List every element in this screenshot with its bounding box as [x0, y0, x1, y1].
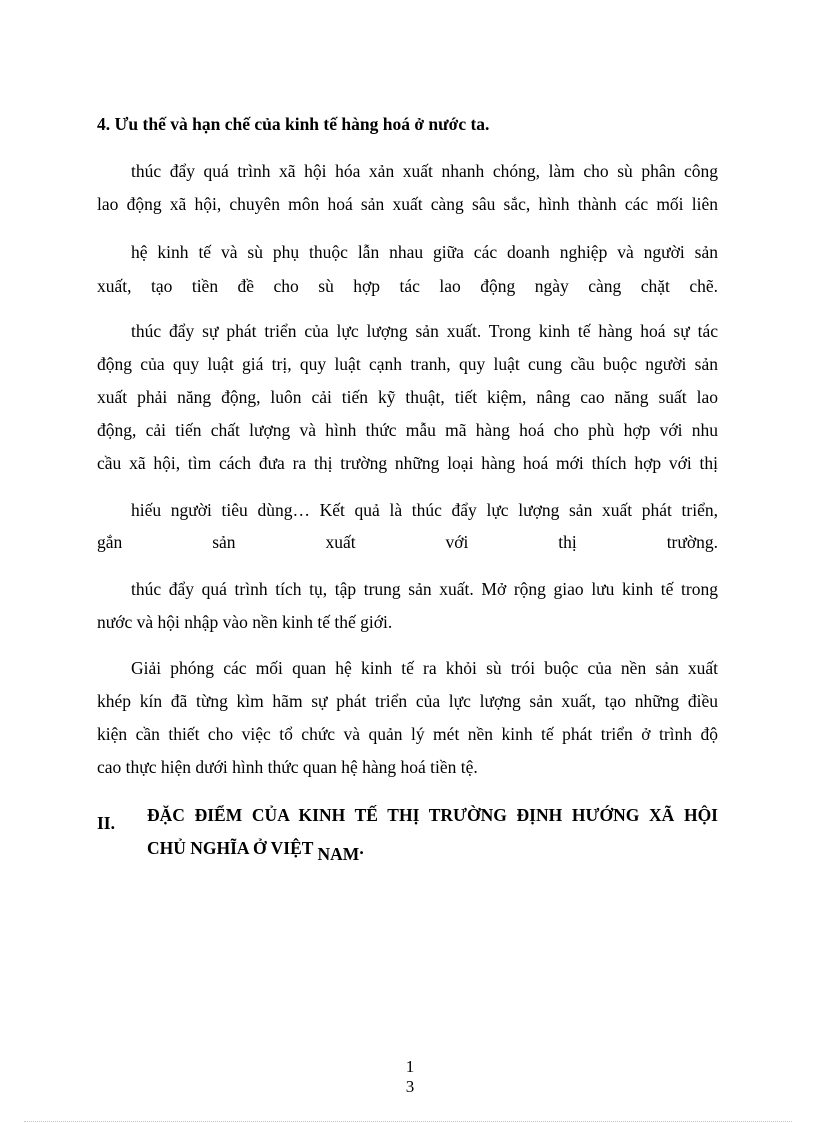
section-2-title-part-b: NAM: [317, 844, 360, 864]
para1-line4: xuất, tạo tiền đề cho sù hợp tác lao động ngày càng chặt chẽ.: [97, 276, 718, 296]
page-number-bottom: 3: [405, 1077, 415, 1096]
para2-line7: gắn sản xuất với thị trường.: [97, 532, 718, 552]
para2-line3: xuất phải năng động, luôn cải tiến kỹ thuật, tiết kiệm, nâng cao năng suất lao: [97, 387, 718, 407]
para2-line6: hiếu người tiêu dùng… Kết quả là thúc đẩy lực lượng sản xuất phát triển,: [131, 500, 718, 520]
para2-line4: động, cải tiến chất lượng và hình thức mẫu mã hàng hoá cho phù hợp với nhu: [97, 420, 718, 440]
section-2-title-part-c: .: [359, 838, 364, 858]
para1-line2: lao động xã hội, chuyên môn hoá sản xuất càng sâu sắc, hình thành các mối liên: [97, 194, 718, 214]
page-footer-divider: [24, 1121, 792, 1122]
section-4-heading: 4. Ưu thế và hạn chế của kinh tế hàng hoá ở nước ta.: [97, 114, 490, 134]
para4-line3: kiện cần thiết cho việc tổ chức và quản lý mét nền kinh tế phát triển ở trình độ: [97, 724, 718, 744]
para2-line5: cầu xã hội, tìm cách đưa ra thị trường những loại hàng hoá mới thích hợp với thị: [97, 453, 718, 473]
para1-line3: hệ kinh tế và sù phụ thuộc lẫn nhau giữa các doanh nghiệp và người sản: [131, 242, 718, 262]
para4-line1: Giải phóng các mối quan hệ kinh tế ra khỏi sù trói buộc của nền sản xuất: [131, 658, 718, 678]
para2-line2: động của quy luật giá trị, quy luật cạnh tranh, quy luật cung cầu buộc người sản: [97, 354, 718, 374]
section-2-title-line1: ĐẶC ĐIỂM CỦA KINH TẾ THỊ TRƯỜNG ĐỊNH HƯỚNG XÃ HỘI: [147, 805, 718, 825]
para3-line1: thúc đẩy quá trình tích tụ, tập trung sản xuất. Mở rộng giao lưu kinh tế trong: [131, 579, 718, 599]
para2-line1: thúc đẩy sự phát triển của lực lượng sản xuất. Trong kinh tế hàng hoá sự tác: [131, 321, 718, 341]
section-2-title-part-a: CHỦ NGHĨA Ở VIỆT: [147, 838, 318, 858]
section-2-numeral: II.: [97, 813, 115, 833]
page-number-top: 1: [405, 1057, 415, 1076]
para4-line4: cao thực hiện dưới hình thức quan hệ hàng hoá tiền tệ.: [97, 757, 478, 777]
para1-line1: thúc đẩy quá trình xã hội hóa xản xuất nhanh chóng, làm cho sù phân công: [131, 161, 718, 181]
para3-line2: nước và hội nhập vào nền kinh tế thế giới.: [97, 612, 393, 632]
para4-line2: khép kín đã từng kìm hãm sự phát triển của lực lượng sản xuất, tạo những điều: [97, 691, 718, 711]
section-2-title-line2: [147, 837, 364, 864]
